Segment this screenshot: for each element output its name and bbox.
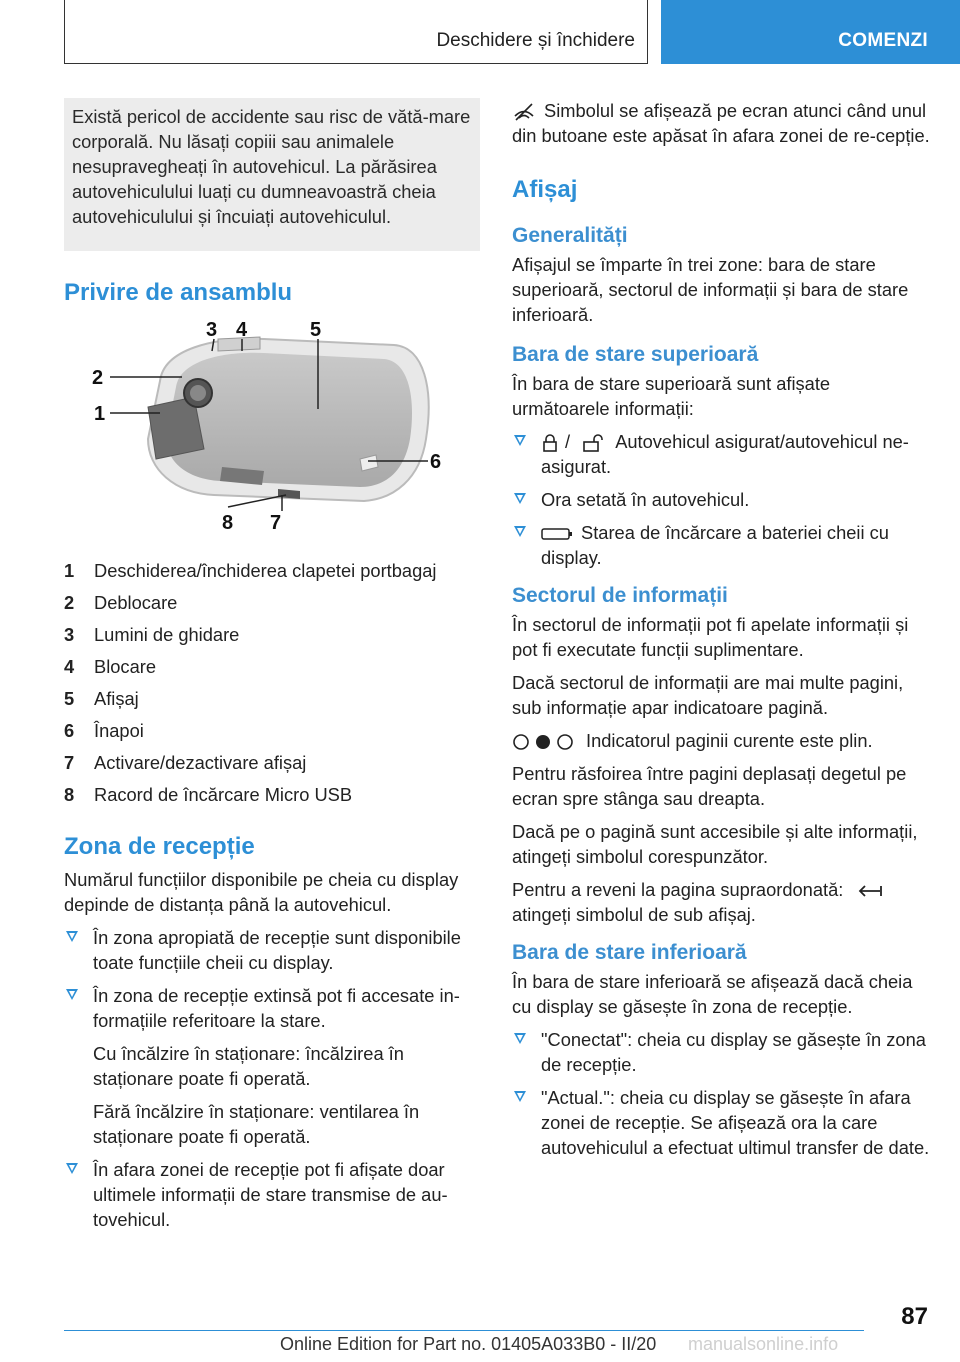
reception-item-text: În zona apropiată de recepție sunt disponibile toate funcțiile cheii cu display.	[93, 927, 461, 973]
right-column	[512, 98, 932, 1160]
upper-bar-item	[512, 487, 932, 512]
bullet-triangle-icon	[514, 493, 526, 504]
page-indicator-icon	[512, 733, 576, 751]
legend-number: 6	[64, 720, 75, 741]
legend-text: Deschiderea/închiderea clapetei portbagaj	[94, 560, 437, 581]
info-p5a: Pentru a reveni la pagina supraordonată:	[512, 879, 844, 900]
lock-open-icon	[581, 433, 607, 453]
legend-number: 2	[64, 592, 75, 613]
legend-item	[64, 651, 480, 683]
warning-text: Există pericol de accidente sau risc de vătă-mare corporală. Nu lăsați copiii sau animalele nesupravegheați în autovehicul. La părăsirea autovehiculului luați cu dumneavoastră cheia autovehiculului și încuiați autovehiculul.	[72, 106, 471, 227]
legend-item	[64, 747, 480, 779]
legend-number: 1	[64, 560, 75, 581]
reception-intro: Numărul funcțiilor disponibile pe cheia cu display depinde de distanța până la autovehicul.	[64, 869, 459, 915]
header-section-box	[64, 0, 648, 64]
upper-bar-title: Bara de stare superioară	[512, 343, 759, 366]
bullet-triangle-icon	[514, 526, 526, 537]
lower-bar-item	[512, 1085, 932, 1160]
upper-bar-intro: În bara de stare superioară sunt afișate următoarele informații:	[512, 373, 831, 419]
reception-title: Zona de recepție	[64, 833, 255, 860]
info-p5	[512, 877, 932, 927]
info-indicator-row	[512, 728, 932, 753]
display-key-image	[64, 319, 480, 549]
upper-bar-item-text: Ora setată în autovehicul.	[541, 489, 750, 510]
header-chapter-title: COMENZI	[838, 30, 928, 51]
info-p1: În sectorul de informații pot fi apelate informații și pot fi executate funcții suplimentare.	[512, 614, 909, 660]
reception-item-text: În zona de recepție extinsă pot fi accesate in-formațiile referitoare la stare.	[93, 985, 460, 1031]
legend-text: Deblocare	[94, 592, 178, 613]
reception-item	[64, 1157, 480, 1232]
callout-2: 2	[92, 367, 104, 389]
symbol-text: Simbolul se afișează pe ecran atunci când unul din butoane este apăsat în afara zonei de re-cepție.	[512, 100, 930, 146]
footer-watermark: manualsonline.info	[688, 1334, 839, 1354]
callout-7: 7	[270, 512, 282, 534]
reception-item	[64, 925, 480, 975]
lower-bar-list	[512, 1027, 932, 1160]
header-chapter-tab[interactable]	[661, 0, 960, 64]
info-p2: Dacă sectorul de informații are mai multe pagini, sub informație apar indicatoare pagină.	[512, 672, 904, 718]
info-sector-title: Sectorul de informații	[512, 584, 728, 607]
legend-text: Blocare	[94, 656, 156, 677]
callout-3: 3	[206, 319, 218, 341]
footer-edition: Online Edition for Part no. 01405A033B0 - II/20	[280, 1334, 657, 1354]
out-of-range-signal-icon	[512, 103, 536, 121]
left-column	[64, 98, 480, 1232]
bullet-triangle-icon	[514, 1033, 526, 1044]
legend-text: Activare/dezactivare afișaj	[94, 752, 307, 773]
callout-1: 1	[94, 403, 106, 425]
legend-text: Înapoi	[94, 720, 144, 741]
bullet-triangle-icon	[66, 931, 78, 942]
lock-separator: /	[565, 431, 571, 452]
legend-number: 8	[64, 784, 75, 805]
legend-text: Afișaj	[94, 688, 139, 709]
legend-list	[64, 555, 480, 811]
page-number: 87	[901, 1303, 928, 1330]
reception-sub-2: Fără încălzire în staționare: ventilarea în staționare poate fi operată.	[93, 1101, 420, 1147]
bullet-triangle-icon	[66, 989, 78, 1000]
upper-bar-list	[512, 429, 932, 570]
legend-item	[64, 587, 480, 619]
lower-bar-item-text: "Conectat": cheia cu display se găsește în zona de recepție.	[541, 1029, 926, 1075]
general-text: Afișajul se împarte în trei zone: bara de stare superioară, sectorul de informații și bara de stare inferioară.	[512, 254, 909, 325]
battery-icon	[541, 526, 573, 542]
lower-bar-item	[512, 1027, 932, 1077]
reception-item	[64, 983, 480, 1149]
legend-number: 7	[64, 752, 75, 773]
info-indicator-text: Indicatorul paginii curente este plin.	[586, 730, 873, 751]
legend-text: Racord de încărcare Micro USB	[94, 784, 353, 805]
info-p4: Dacă pe o pagină sunt accesibile și alte informații, atingeți simbolul corespunzător.	[512, 821, 918, 867]
callout-5: 5	[310, 319, 322, 341]
legend-number: 3	[64, 624, 75, 645]
lock-closed-icon	[541, 433, 559, 453]
callout-8: 8	[222, 512, 234, 534]
warning-box	[64, 98, 480, 251]
legend-number: 5	[64, 688, 75, 709]
legend-number: 4	[64, 656, 75, 677]
footer-divider	[64, 1330, 864, 1331]
lower-bar-title: Bara de stare inferioară	[512, 941, 747, 964]
reception-item-text: În afara zonei de recepție pot fi afișate doar ultimele informații de stare transmise de au-tovehicul.	[93, 1159, 448, 1230]
legend-item	[64, 619, 480, 651]
reception-sub-1: Cu încălzire în staționare: încălzirea în staționare poate fi operată.	[93, 1043, 404, 1089]
general-title: Generalități	[512, 224, 628, 247]
lower-bar-intro: În bara de stare inferioară se afișează dacă cheia cu display se găsește în zona de recepție.	[512, 971, 913, 1017]
upper-bar-item	[512, 429, 932, 479]
legend-item	[64, 779, 480, 811]
reception-list	[64, 925, 480, 1232]
overview-title: Privire de ansamblu	[64, 279, 293, 306]
key-illustration	[64, 319, 480, 549]
display-title: Afișaj	[512, 176, 578, 203]
upper-bar-item-text: Starea de încărcare a bateriei cheii cu display.	[541, 522, 889, 568]
upper-bar-item-text: Autovehicul asigurat/autovehicul ne-asigurat.	[541, 431, 909, 477]
callout-6: 6	[430, 451, 442, 473]
symbol-paragraph	[512, 98, 932, 148]
bullet-triangle-icon	[514, 435, 526, 446]
bullet-triangle-icon	[514, 1091, 526, 1102]
info-p3: Pentru răsfoirea între pagini deplasați degetul pe ecran spre stânga sau dreapta.	[512, 763, 907, 809]
legend-item	[64, 715, 480, 747]
upper-bar-item	[512, 520, 932, 570]
callout-4: 4	[236, 319, 248, 341]
back-arrow-icon	[856, 882, 886, 900]
legend-text: Lumini de ghidare	[94, 624, 240, 645]
bullet-triangle-icon	[66, 1163, 78, 1174]
header-section-title: Deschidere și închidere	[436, 30, 635, 51]
legend-item	[64, 555, 480, 587]
info-p5b: atingeți simbolul de sub afișaj.	[512, 904, 756, 925]
legend-item	[64, 683, 480, 715]
lower-bar-item-text: "Actual.": cheia cu display se găsește în afara zonei de recepție. Se afișează ora la care autovehiculul a efectuat ultimul transfer de date.	[541, 1087, 930, 1158]
